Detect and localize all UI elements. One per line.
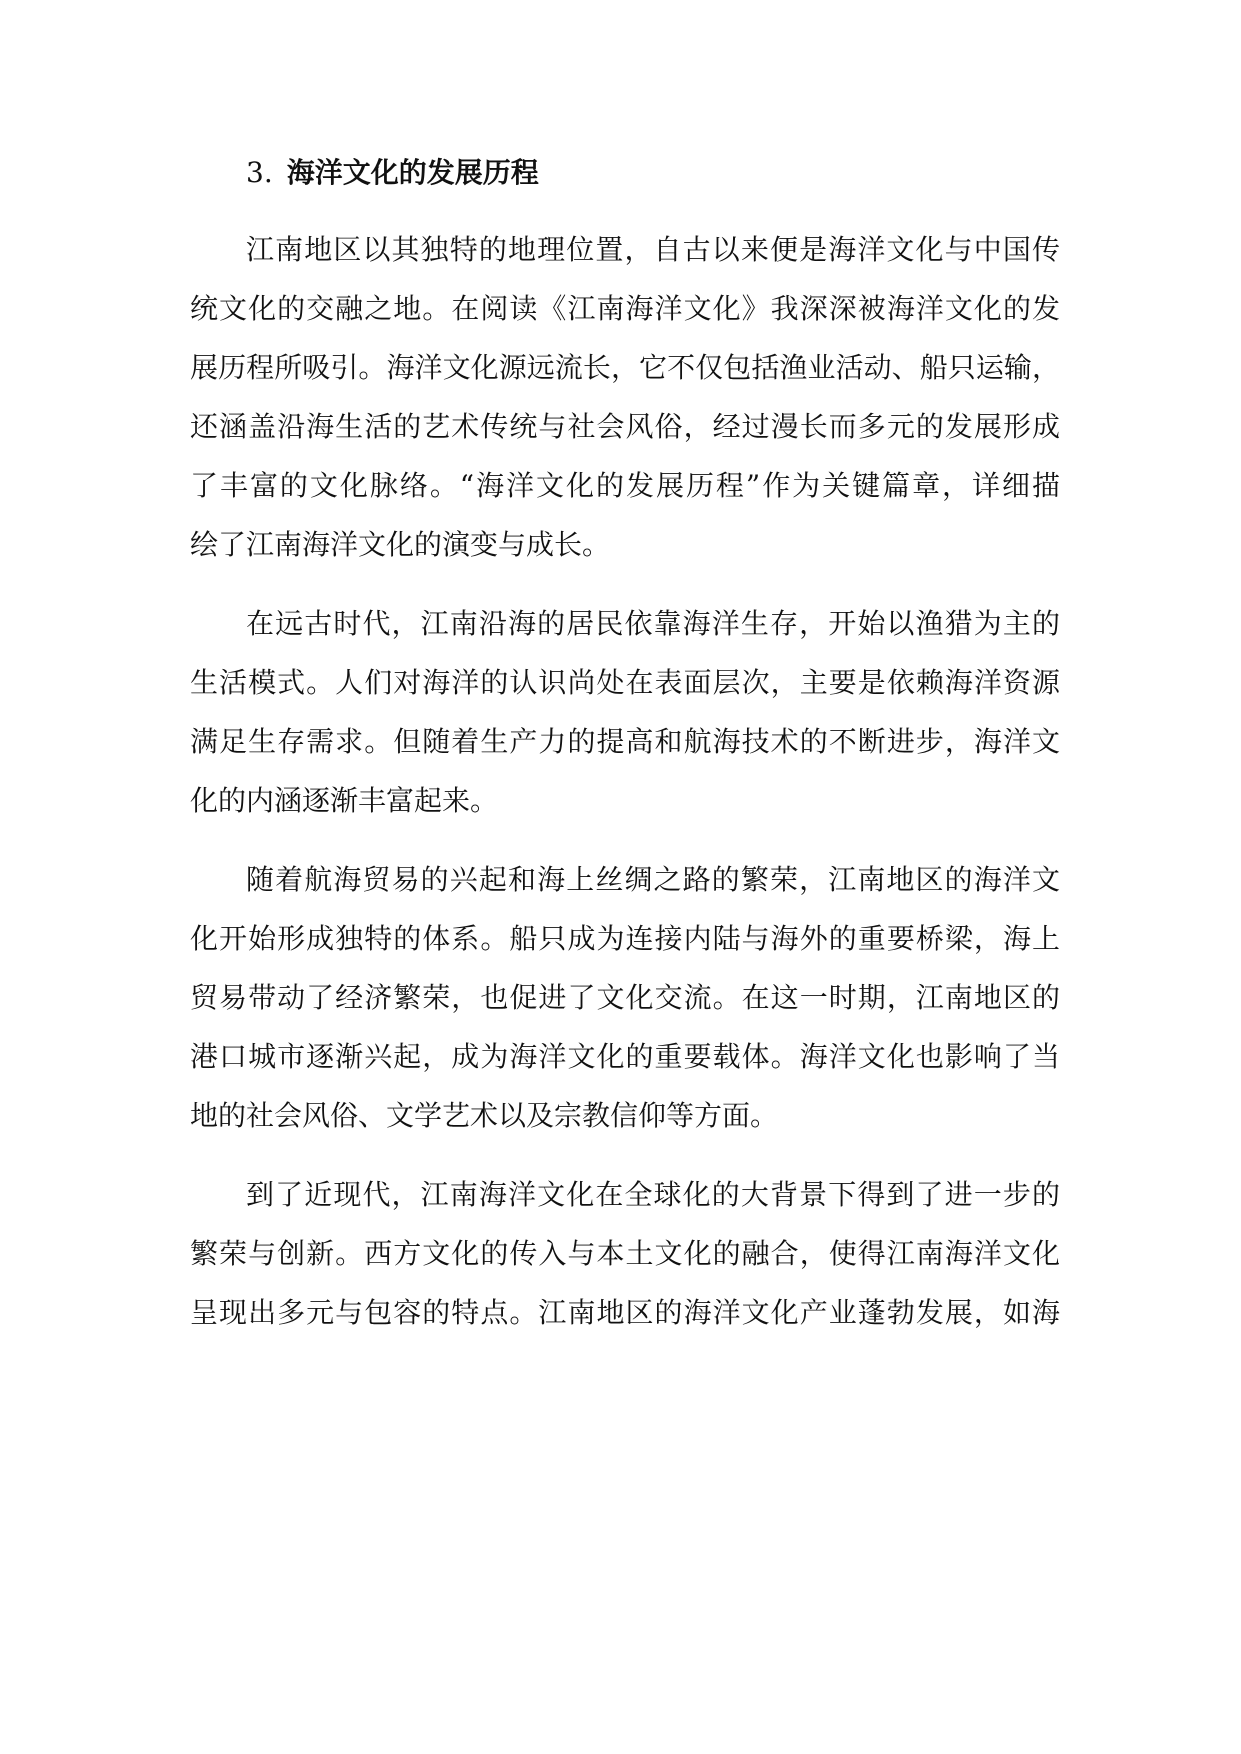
paragraph-line: 化的内涵逐渐丰富起来。	[190, 784, 499, 817]
section-heading	[190, 146, 1060, 200]
paragraph-line: 展历程所吸引。海洋文化源远流长，它不仅包括渔业活动、船只运输，	[190, 351, 1060, 384]
paragraph-2	[190, 594, 1060, 830]
paragraph-line: 到了近现代，江南海洋文化在全球化的大背景下得到了进一步的	[246, 1178, 1060, 1211]
paragraph-line: 绘了江南海洋文化的演变与成长。	[190, 528, 611, 561]
paragraph-line: 化开始形成独特的体系。船只成为连接内陆与海外的重要桥梁，海上	[190, 922, 1060, 955]
paragraph-line: 统文化的交融之地。在阅读《江南海洋文化》我深深被海洋文化的发	[190, 292, 1060, 325]
paragraph-line: 呈现出多元与包容的特点。江南地区的海洋文化产业蓬勃发展，如海	[190, 1296, 1060, 1329]
paragraph-line: 地的社会风俗、文学艺术以及宗教信仰等方面。	[190, 1099, 779, 1132]
document-body	[190, 146, 1060, 1342]
section-number: 3.	[246, 156, 273, 189]
paragraph-line: 繁荣与创新。西方文化的传入与本土文化的融合，使得江南海洋文化	[190, 1237, 1060, 1270]
paragraph-line: 在远古时代，江南沿海的居民依靠海洋生存，开始以渔猎为主的	[246, 607, 1060, 640]
paragraph-line: 贸易带动了经济繁荣，也促进了文化交流。在这一时期，江南地区的	[190, 981, 1060, 1014]
paragraph-line: 生活模式。人们对海洋的认识尚处在表面层次，主要是依赖海洋资源	[190, 666, 1060, 699]
paragraph-line: 港口城市逐渐兴起，成为海洋文化的重要载体。海洋文化也影响了当	[190, 1040, 1060, 1073]
paragraph-1	[190, 220, 1060, 574]
paragraph-line: 还涵盖沿海生活的艺术传统与社会风俗，经过漫长而多元的发展形成	[190, 410, 1060, 443]
paragraph-4	[190, 1165, 1060, 1342]
paragraph-line: 了丰富的文化脉络。“海洋文化的发展历程”作为关键篇章，详细描	[190, 469, 1060, 502]
paragraph-3	[190, 850, 1060, 1145]
section-title: 海洋文化的发展历程	[286, 156, 539, 189]
paragraph-line: 江南地区以其独特的地理位置，自古以来便是海洋文化与中国传	[246, 233, 1060, 266]
paragraph-line: 随着航海贸易的兴起和海上丝绸之路的繁荣，江南地区的海洋文	[246, 863, 1060, 896]
paragraph-line: 满足生存需求。但随着生产力的提高和航海技术的不断进步，海洋文	[190, 725, 1060, 758]
